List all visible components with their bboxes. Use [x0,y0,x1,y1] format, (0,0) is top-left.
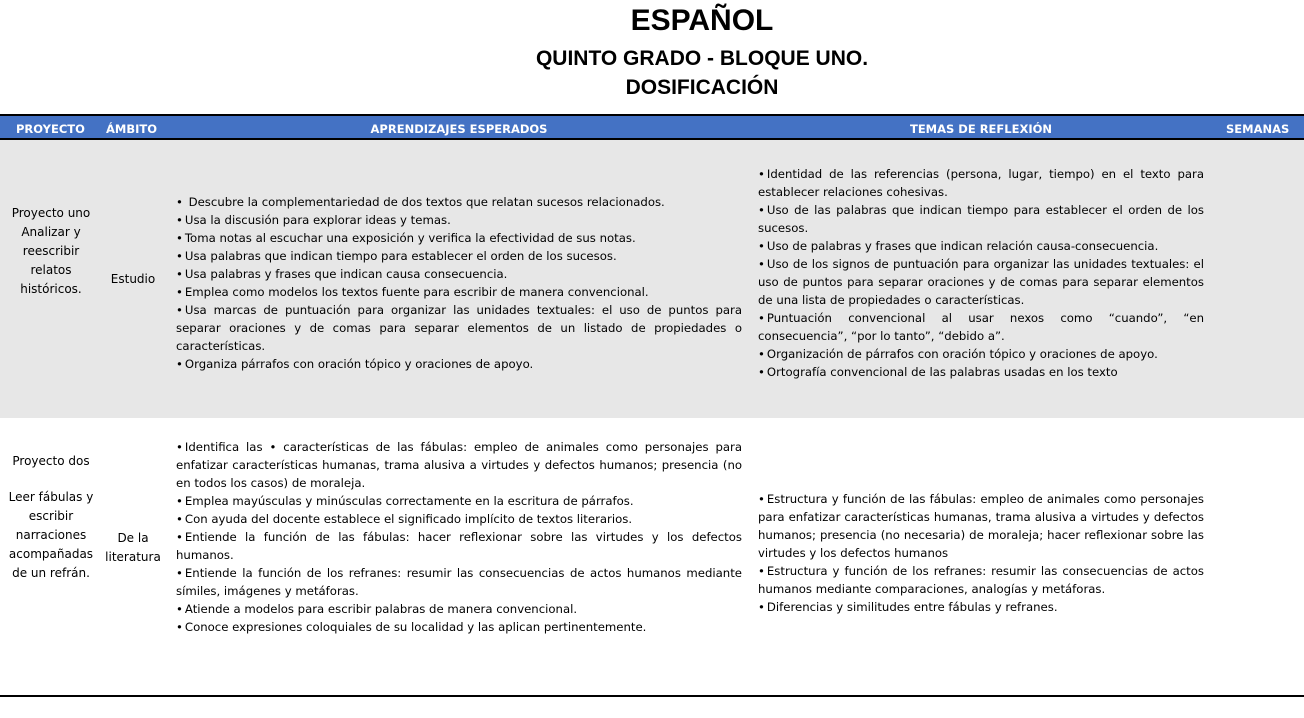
list-item: • Con ayuda del docente establece el significado implícito de textos literarios. [176,510,742,528]
page-subtitle-grade: QUINTO GRADO - BLOQUE UNO. [535,47,869,70]
proyecto-cell: Proyecto uno Analizar y reescribir relatos históricos. [11,206,91,296]
list-item: • Usa la discusión para explorar ideas y temas. [176,211,742,229]
ambito-cell: Estudio [110,272,156,286]
list-item: • Descubre la complementariedad de dos textos que relatan sucesos relacionados. [176,193,742,211]
list-item: • Emplea como modelos los textos fuente para escribir de manera convencional. [176,283,742,301]
table-bottom-border [0,695,1304,697]
list-item: • Identidad de las referencias (persona, lugar, tiempo) en el texto para establecer relaciones cohesivas. [758,165,1204,201]
proyecto-number: Proyecto dos [12,454,90,468]
list-item: • Toma notas al escuchar una exposición y verifica la efectividad de sus notas. [176,229,742,247]
header-ambito: ÁMBITO [106,122,158,136]
list-item: • Usa palabras y frases que indican causa consecuencia. [176,265,742,283]
list-item: • Emplea mayúsculas y minúsculas correctamente en la escritura de párrafos. [176,492,742,510]
list-item: • Uso de las palabras que indican tiempo para establecer el orden de los sucesos. [758,201,1204,237]
list-item: • Ortografía convencional de las palabras usadas en los texto [758,363,1204,381]
temas-list [758,490,1204,616]
list-item: • Diferencias y similitudes entre fábulas y refranes. [758,598,1204,616]
list-item: • Uso de palabras y frases que indican relación causa-consecuencia. [758,237,1204,255]
list-item: • Identifica las • características de las fábulas: empleo de animales como personajes para enfatizar características humanas, trama alusiva a virtudes y defectos humanos; presencia (no en todos los casos) de moraleja. [176,438,742,492]
page-subtitle-dosificacion: DOSIFICACIÓN [625,76,779,99]
list-item: • Uso de los signos de puntuación para organizar las unidades textuales: el uso de puntos para separar oraciones y de comas para separar elementos de una lista de propiedades o características. [758,255,1204,309]
aprendizajes-list [176,438,742,636]
list-item: • Estructura y función de las fábulas: empleo de animales como personajes para enfatizar características humanas, trama alusiva a virtudes y defectos humanos; presencia (no necesaria) de moraleja; hacer reflexionar sobre las virtudes y los defectos humanos [758,490,1204,562]
header-proyecto: PROYECTO [16,122,85,136]
list-item: • Usa marcas de puntuación para organizar las unidades textuales: el uso de puntos para separar oraciones y de comas para separar elementos de un listado de propiedades o características. [176,301,742,355]
list-item: • Estructura y función de los refranes: resumir las consecuencias de actos humanos mediante comparaciones, analogías y metáforas. [758,562,1204,598]
table-row [0,418,1304,695]
page-title: ESPAÑOL [630,4,774,37]
document-heading [0,0,1304,112]
list-item: • Entiende la función de las fábulas: hacer reflexionar sobre las virtudes y los defectos humanos. [176,528,742,564]
temas-list [758,165,1204,381]
list-item: • Organización de párrafos con oración tópico y oraciones de apoyo. [758,345,1204,363]
list-item: • Usa palabras que indican tiempo para establecer el orden de los sucesos. [176,247,742,265]
header-aprendizajes: APRENDIZAJES ESPERADOS [370,122,548,136]
header-semanas: SEMANAS [1226,122,1290,136]
table-row [0,140,1304,418]
header-temas: TEMAS DE REFLEXIÓN [909,122,1053,136]
list-item: • Puntuación convencional al usar nexos como “cuando”, “en consecuencia”, “por lo tanto”, “debido a”. [758,309,1204,345]
list-item: • Organiza párrafos con oración tópico y oraciones de apoyo. [176,355,742,373]
table-header [0,114,1304,140]
ambito-cell: De la literatura [105,531,161,564]
list-item: • Atiende a modelos para escribir palabras de manera convencional. [176,600,742,618]
proyecto-cell [6,452,96,583]
proyecto-description: Leer fábulas y escribir narraciones acompañadas de un refrán. [8,490,94,580]
list-item: • Entiende la función de los refranes: resumir las consecuencias de actos humanos mediante símiles, imágenes y metáforas. [176,564,742,600]
aprendizajes-list [176,193,742,373]
list-item: • Conoce expresiones coloquiales de su localidad y las aplican pertinentemente. [176,618,742,636]
